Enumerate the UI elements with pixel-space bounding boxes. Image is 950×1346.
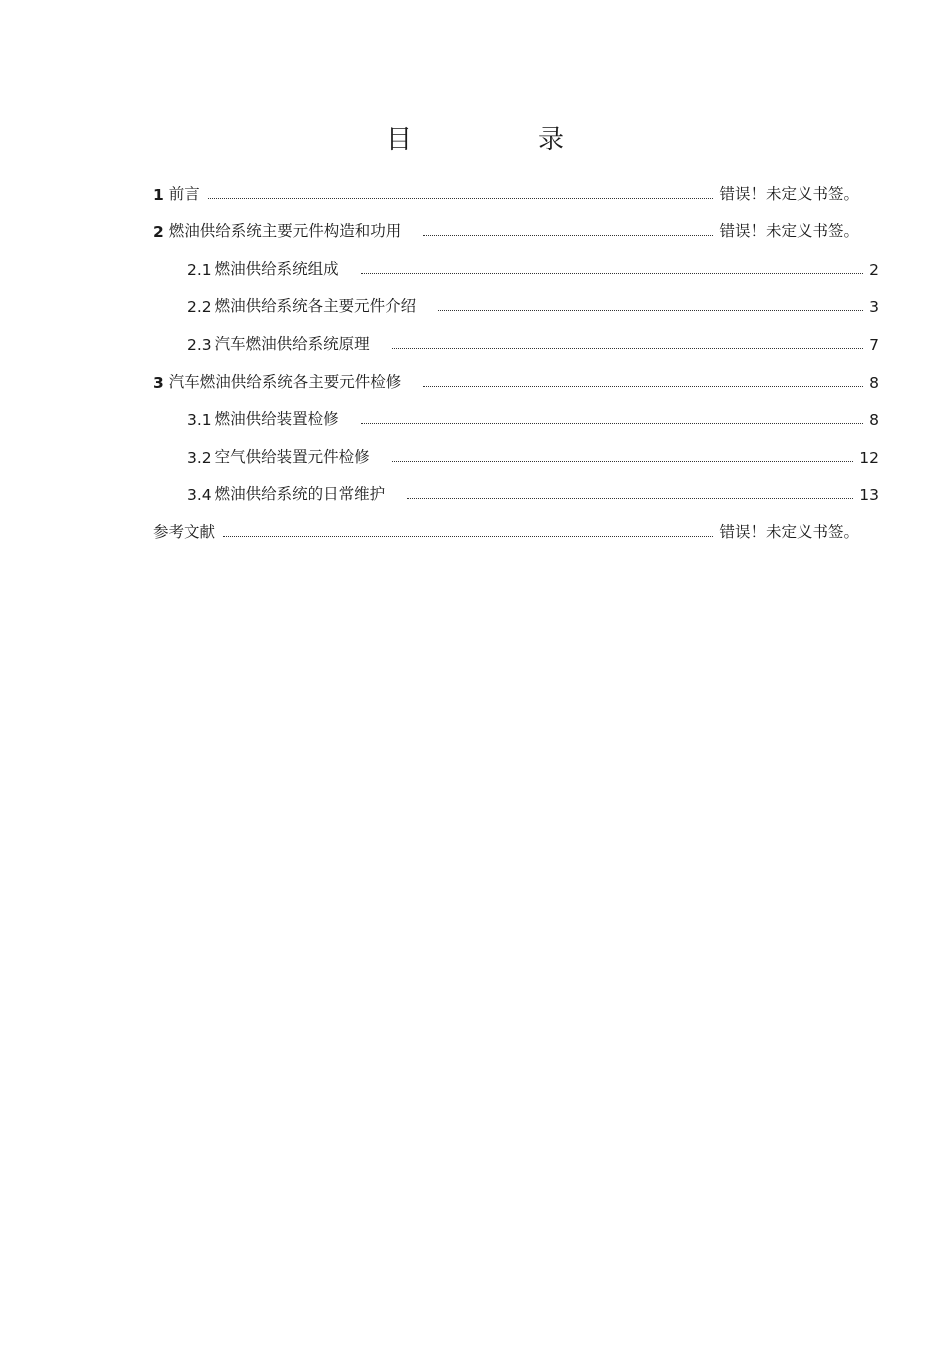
toc-dot-leader xyxy=(438,309,863,311)
toc-entry-number: 3.2 xyxy=(187,448,212,467)
toc-title: 目 录 xyxy=(385,125,614,155)
toc-entry[interactable] xyxy=(153,166,859,204)
toc-entry-title: 燃油供给装置检修 xyxy=(214,410,339,429)
toc-entry-page: 错误！未定义书签。 xyxy=(719,222,859,241)
toc-entry-title: 前言 xyxy=(168,184,200,203)
toc-dot-leader xyxy=(392,347,863,349)
toc-entry-number: 2.1 xyxy=(187,260,212,279)
toc-dot-leader xyxy=(361,272,863,274)
toc-list xyxy=(153,166,879,542)
toc-dot-leader xyxy=(223,535,713,537)
toc-entry-title: 汽车燃油供给系统各主要元件检修 xyxy=(168,372,402,391)
toc-dot-leader xyxy=(423,385,863,387)
toc-dot-leader xyxy=(361,422,863,424)
toc-entry-page: 8 xyxy=(869,411,879,430)
toc-dot-leader xyxy=(423,234,713,236)
toc-entry[interactable] xyxy=(153,429,879,467)
toc-entry-title: 空气供给装置元件检修 xyxy=(214,447,370,466)
toc-entry-number: 2.2 xyxy=(187,298,212,317)
toc-entry-page: 8 xyxy=(869,373,879,392)
toc-entry[interactable] xyxy=(153,316,879,354)
toc-entry-number: 3.4 xyxy=(187,486,212,505)
toc-entry-page: 错误！未定义书签。 xyxy=(719,184,859,203)
toc-entry-title: 燃油供给系统组成 xyxy=(214,259,339,278)
toc-entry-page: 3 xyxy=(869,298,879,317)
toc-entry[interactable] xyxy=(153,467,879,505)
toc-dot-leader xyxy=(407,497,853,499)
toc-dot-leader xyxy=(208,197,714,199)
toc-entry-number: 2.3 xyxy=(187,335,212,354)
toc-entry-page: 13 xyxy=(859,486,879,505)
toc-entry-page: 7 xyxy=(869,335,879,354)
toc-entry[interactable] xyxy=(153,354,879,392)
toc-entry-page: 错误！未定义书签。 xyxy=(719,522,859,541)
toc-entry-title: 汽车燃油供给系统原理 xyxy=(214,334,370,353)
toc-entry-page: 2 xyxy=(869,260,879,279)
toc-entry-title: 燃油供给系统主要元件构造和功用 xyxy=(168,222,402,241)
toc-entry-page: 12 xyxy=(859,448,879,467)
toc-entry-title: 燃油供给系统各主要元件介绍 xyxy=(214,297,417,316)
toc-entry-title: 燃油供给系统的日常维护 xyxy=(214,485,386,504)
toc-entry-number: 3 xyxy=(153,373,164,392)
toc-entry[interactable] xyxy=(153,279,879,317)
toc-entry[interactable] xyxy=(153,504,859,542)
toc-entry[interactable] xyxy=(153,392,879,430)
toc-entry-title: 参考文献 xyxy=(153,522,216,541)
toc-entry-number: 1 xyxy=(153,185,164,204)
toc-dot-leader xyxy=(392,460,854,462)
toc-entry-number: 2 xyxy=(153,223,164,242)
toc-entry[interactable] xyxy=(153,241,879,279)
toc-entry-number: 3.1 xyxy=(187,411,212,430)
toc-entry[interactable] xyxy=(153,204,859,242)
